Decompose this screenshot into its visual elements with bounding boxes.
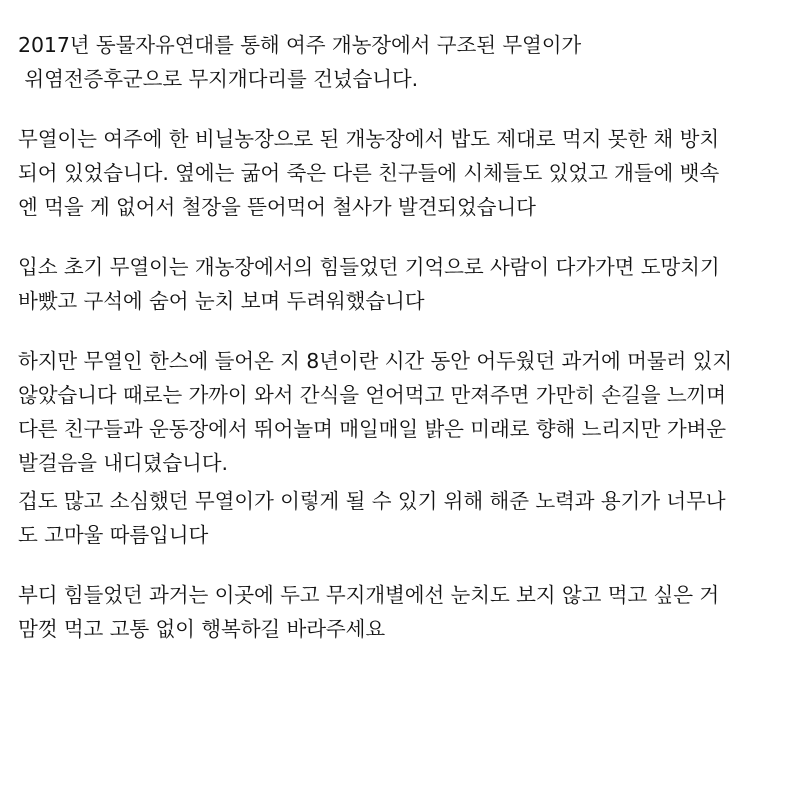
paragraph-early-days bbox=[18, 250, 778, 318]
text-line: 발걸음을 내디뎠습니다. bbox=[18, 451, 228, 475]
text-line: 위염전증후군으로 무지개다리를 건넜습니다. bbox=[18, 67, 419, 91]
text-line: 입소 초기 무열이는 개농장에서의 힘들었던 기억으로 사람이 다가가면 도망치기 bbox=[18, 255, 720, 279]
text-line: 되어 있었습니다. 옆에는 굶어 죽은 다른 친구들에 시체들도 있었고 개들에 뱃속 bbox=[18, 161, 720, 185]
text-line: 무열이는 여주에 한 비닐농장으로 된 개농장에서 밥도 제대로 먹지 못한 채 방치 bbox=[18, 127, 720, 151]
paragraph-intro bbox=[18, 28, 778, 96]
paragraph-farewell bbox=[18, 578, 778, 646]
text-line: 하지만 무열인 한스에 들어온 지 8년이란 시간 동안 어두웠던 과거에 머물러 있지 bbox=[18, 349, 733, 373]
paragraph-gratitude bbox=[18, 484, 778, 552]
text-line: 도 고마울 따름입니다 bbox=[18, 523, 209, 547]
text-line: 겁도 많고 소심했던 무열이가 이렇게 될 수 있기 위해 해준 노력과 용기가 너무나 bbox=[18, 489, 726, 513]
paragraph-progress bbox=[18, 344, 778, 480]
text-line: 바빴고 구석에 숨어 눈치 보며 두려워했습니다 bbox=[18, 289, 425, 313]
text-line: 2017년 동물자유연대를 통해 여주 개농장에서 구조된 무열이가 bbox=[18, 33, 582, 57]
paragraph-rescue-context bbox=[18, 122, 778, 224]
text-line: 맘껏 먹고 고통 없이 행복하길 바라주세요 bbox=[18, 617, 386, 641]
text-line: 다른 친구들과 운동장에서 뛰어놀며 매일매일 밝은 미래로 향해 느리지만 가벼운 bbox=[18, 417, 726, 441]
text-line: 엔 먹을 게 없어서 철장을 뜯어먹어 철사가 발견되었습니다 bbox=[18, 195, 536, 219]
text-line: 않았습니다 때로는 가까이 와서 간식을 얻어먹고 만져주면 가만히 손길을 느끼며 bbox=[18, 383, 726, 407]
text-line: 부디 힘들었던 과거는 이곳에 두고 무지개별에선 눈치도 보지 않고 먹고 싶은 거 bbox=[18, 583, 720, 607]
